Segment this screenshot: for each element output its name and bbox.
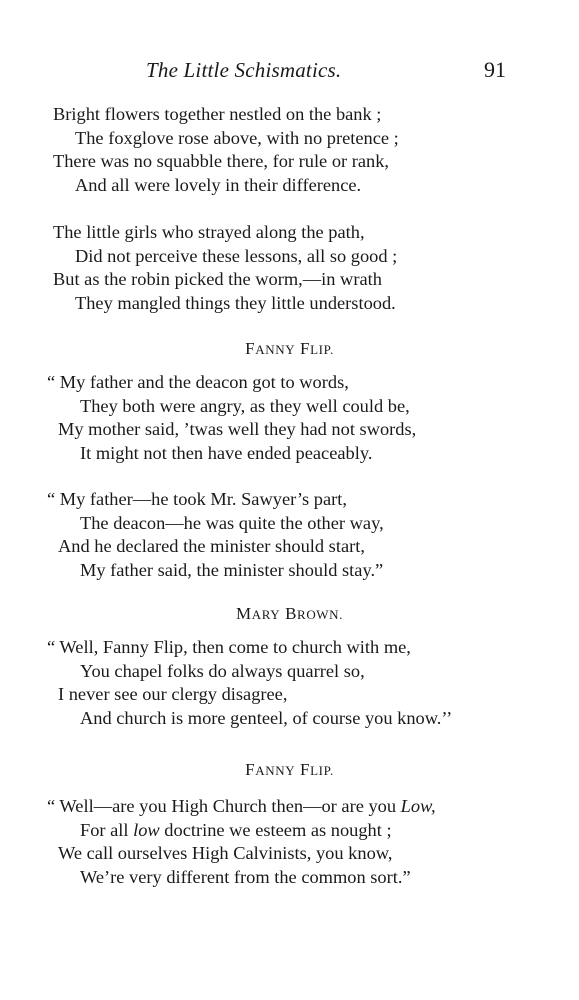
verse-line: The foxglove rose above, with no pretence ; — [75, 127, 399, 148]
speaker-heading — [0, 339, 579, 359]
stanza — [0, 795, 579, 889]
verse-line: But as the robin picked the worm,—in wrath — [53, 269, 382, 290]
speaker-first-initial: F — [245, 760, 256, 779]
stanza — [0, 488, 579, 582]
verse-text: “ Well—are you High Church then—or are you — [47, 796, 401, 816]
stanza — [0, 103, 579, 197]
verse-line: They both were angry, as they well could be, — [80, 395, 410, 416]
verse-line: My mother said, ’twas well they had not swords, — [58, 419, 417, 440]
verse-line: “ My father—he took Mr. Sawyer’s part, — [47, 489, 347, 509]
stanza — [0, 636, 579, 730]
verse-line: And all were lovely in their difference. — [75, 174, 362, 195]
speaker-last-rest: ROWN. — [297, 607, 344, 622]
verse-line: “ My father and the deacon got to words, — [47, 372, 349, 392]
verse-line — [0, 819, 579, 843]
page-number: 91 — [484, 57, 506, 82]
verse-line: The deacon—he was quite the other way, — [80, 512, 384, 533]
verse-line: And church is more genteel, of course you know.’’ — [80, 707, 453, 728]
speaker-last-rest: LIP. — [310, 342, 334, 357]
verse-line — [0, 795, 579, 819]
verse-line: “ Well, Fanny Flip, then come to church with me, — [47, 637, 411, 657]
verse-line — [0, 842, 579, 866]
verse-line: My father said, the minister should stay.” — [80, 559, 384, 580]
stanza — [0, 371, 579, 465]
verse-line: You chapel folks do always quarrel so, — [80, 660, 365, 681]
speaker-first-rest: ANNY — [255, 342, 296, 357]
verse-text: For all — [80, 819, 134, 840]
verse-text: We call ourselves High Calvinists, you know, — [58, 843, 393, 864]
verse-line: It might not then have ended peaceably. — [80, 442, 373, 463]
speaker-first-rest: ARY — [251, 607, 281, 622]
verse-emphasis: Low, — [400, 796, 436, 816]
verse-line: I never see our clergy disagree, — [58, 684, 288, 705]
stanza — [0, 221, 579, 315]
verse-text: We’re very different from the common sort.” — [80, 866, 411, 887]
verse-line: Bright flowers together nestled on the bank ; — [53, 104, 382, 124]
verse-text: doctrine we esteem as nought ; — [159, 819, 392, 840]
verse-line: They mangled things they little understood. — [75, 292, 396, 313]
speaker-last-initial: B — [285, 604, 298, 623]
verse-line: Did not perceive these lessons, all so good ; — [75, 245, 398, 266]
speaker-last-initial: F — [300, 760, 311, 779]
verse-line: The little girls who strayed along the path, — [53, 222, 365, 242]
speaker-heading — [0, 760, 579, 780]
speaker-heading — [0, 604, 579, 624]
speaker-last-rest: LIP. — [310, 763, 334, 778]
speaker-last-initial: F — [300, 339, 311, 358]
speaker-first-initial: M — [235, 604, 252, 623]
verse-line: And he declared the minister should start, — [58, 536, 365, 557]
verse-line — [0, 866, 579, 890]
verse-emphasis: low — [133, 819, 160, 840]
speaker-first-initial: F — [245, 339, 256, 358]
speaker-first-rest: ANNY — [255, 763, 296, 778]
verse-line: There was no squabble there, for rule or rank, — [53, 151, 390, 172]
running-title: The Little Schismatics. — [146, 58, 342, 82]
running-head — [0, 58, 579, 88]
